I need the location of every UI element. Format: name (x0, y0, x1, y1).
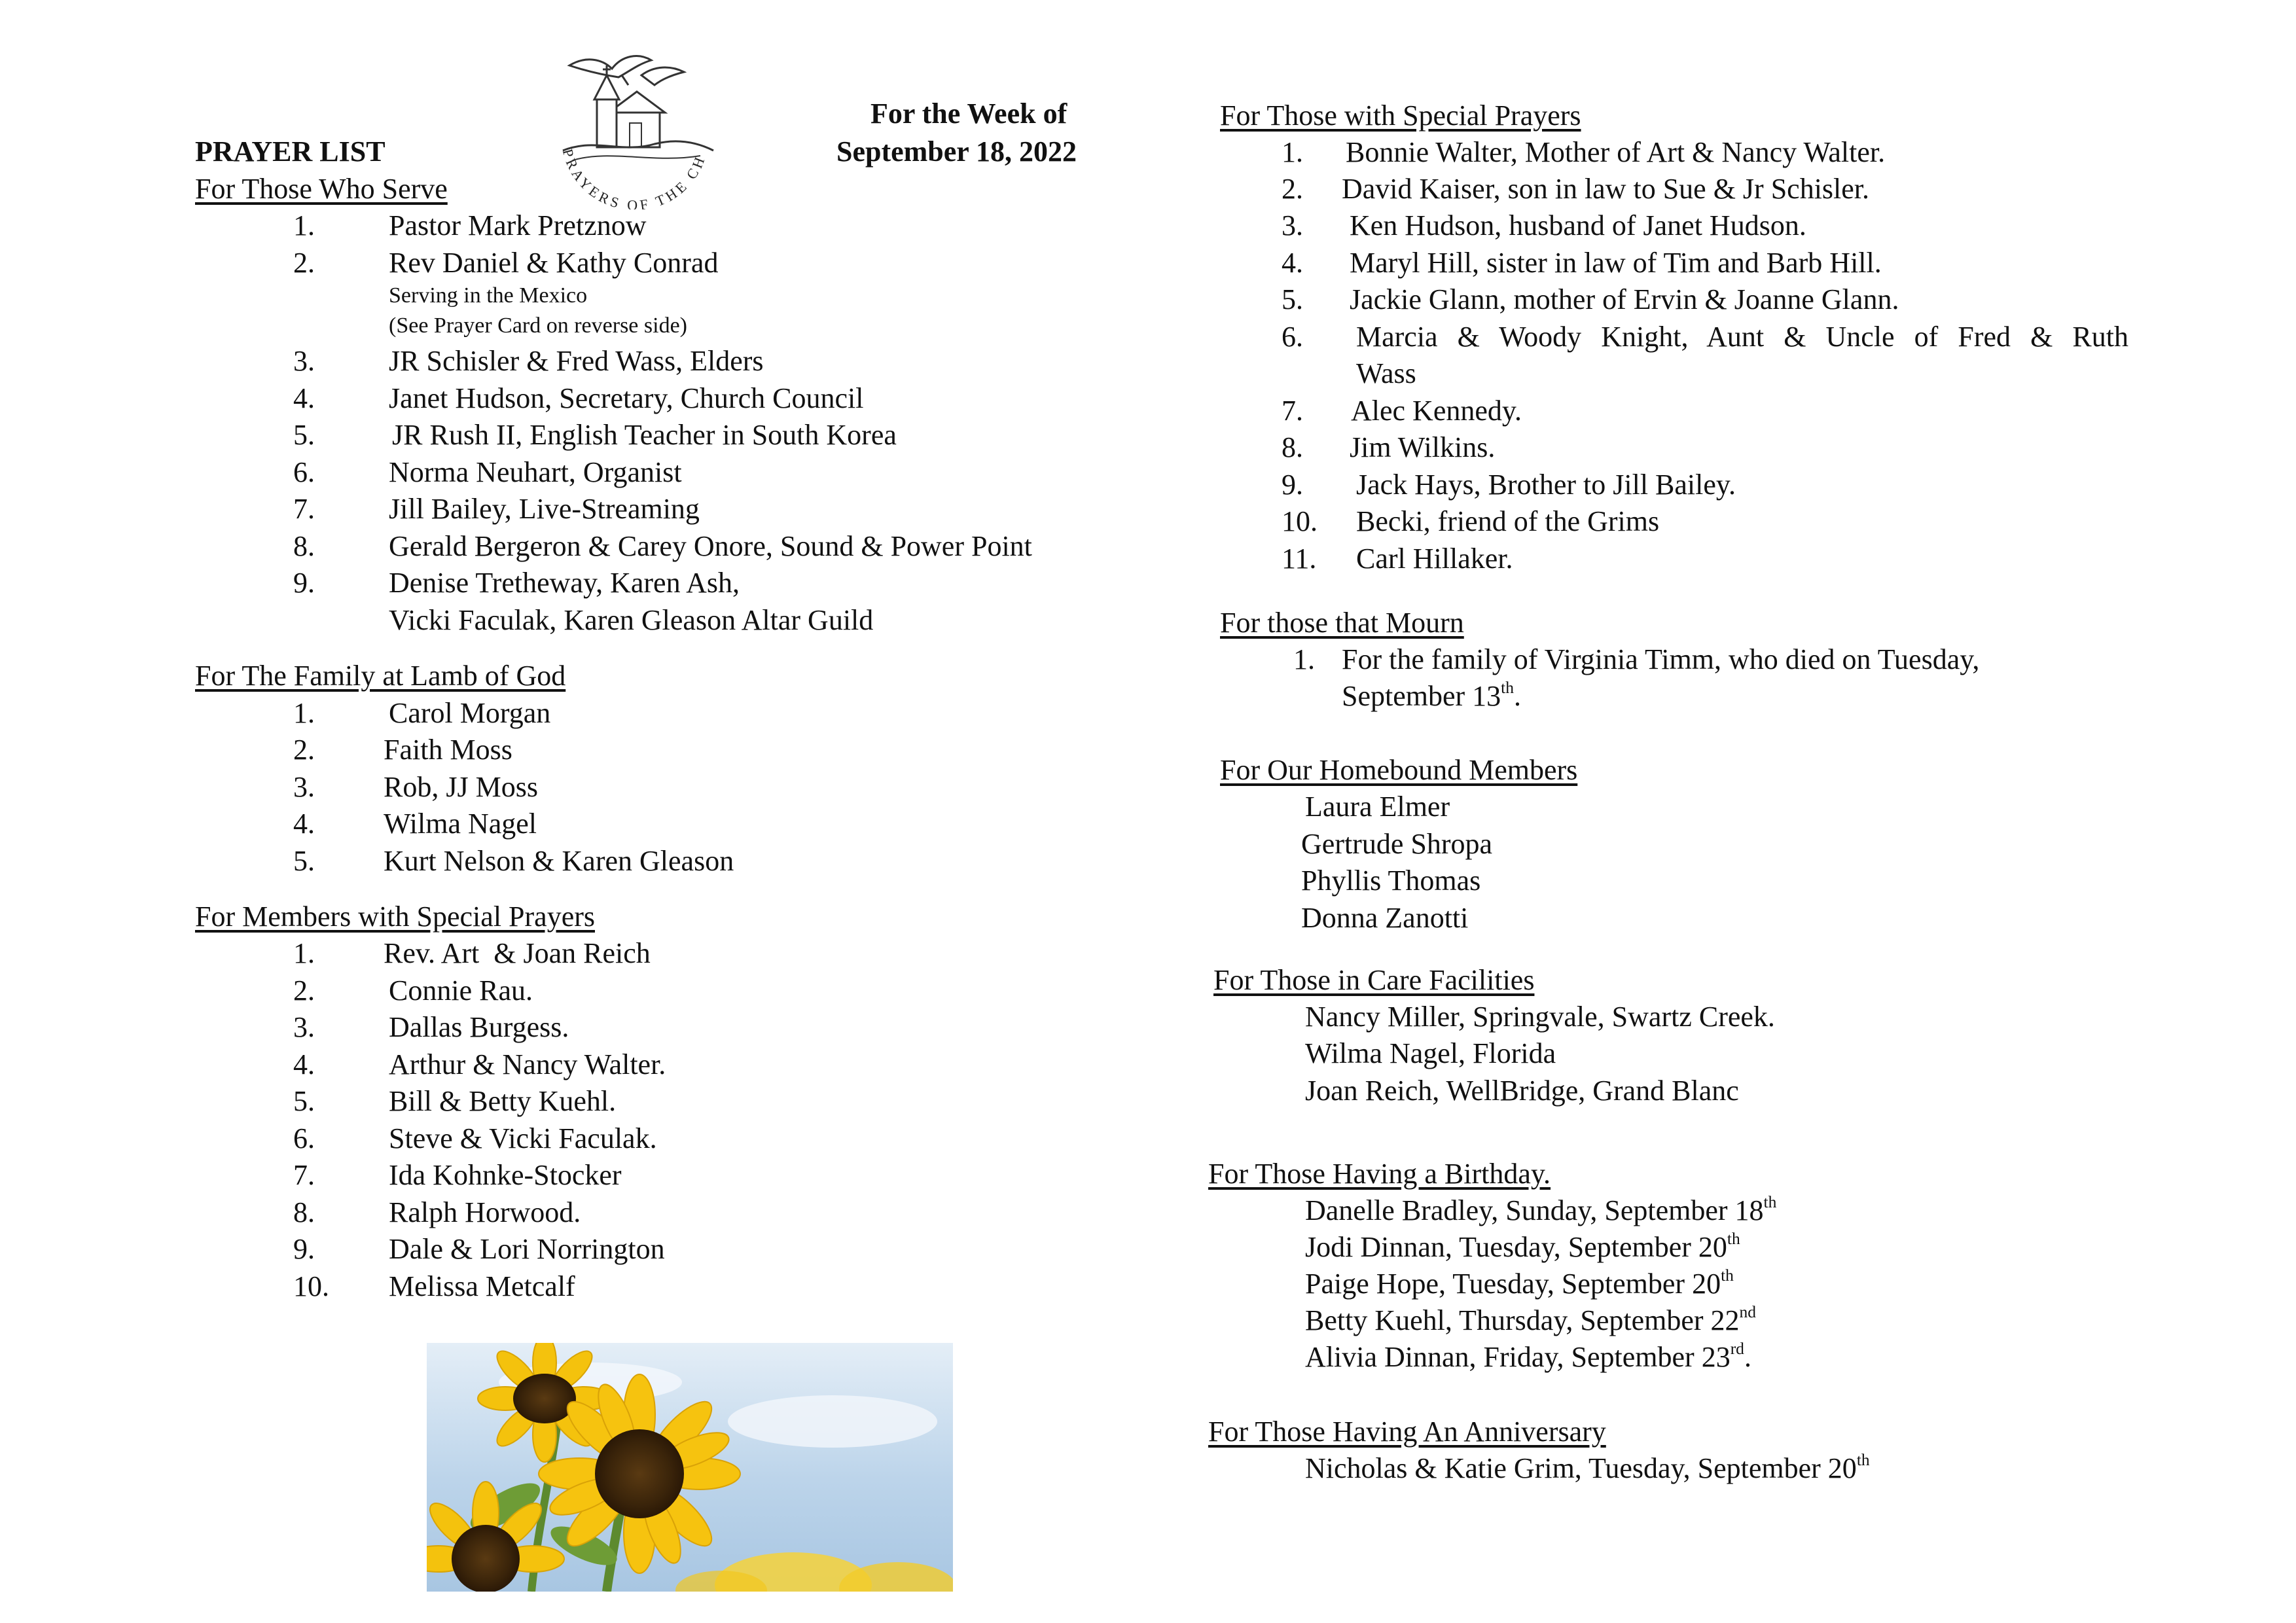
list-number: 7. (293, 1159, 315, 1191)
list-number: 10. (1282, 505, 1318, 537)
section-heading-care: For Those in Care Facilities (1213, 964, 1535, 996)
list-item: Jodi Dinnan, Tuesday, September 20th (1305, 1228, 1740, 1263)
list-number: 9. (1282, 469, 1303, 501)
list-number: 6. (293, 1122, 315, 1154)
list-number: 4. (293, 382, 315, 414)
list-item: Alec Kennedy. (1351, 395, 1522, 427)
list-number: 1. (293, 937, 315, 969)
list-item: Marcia & Woody Knight, Aunt & Uncle of Fred & Ruth (1356, 321, 2128, 353)
list-item: Norma Neuhart, Organist (389, 456, 682, 488)
list-item: Ralph Horwood. (389, 1196, 581, 1228)
list-number: 3. (1282, 209, 1303, 241)
section-heading-serve: For Those Who Serve (195, 173, 448, 205)
list-item-continuation: September 13th. (1342, 677, 1522, 712)
list-item-note: (See Prayer Card on reverse side) (389, 313, 687, 338)
list-item: Maryl Hill, sister in law of Tim and Barb Hill. (1350, 247, 1882, 279)
list-item: Wilma Nagel, Florida (1305, 1037, 1556, 1069)
list-number: 6. (1282, 321, 1303, 353)
list-number: 5. (293, 1085, 315, 1117)
list-number: 3. (293, 345, 315, 377)
section-heading-anniversary: For Those Having An Anniversary (1208, 1416, 1606, 1448)
list-number: 5. (293, 845, 315, 877)
list-number: 6. (293, 456, 315, 488)
week-label: For the Week of (870, 98, 1067, 130)
list-number: 4. (293, 808, 315, 840)
list-item: Rev. Art & Joan Reich (384, 937, 651, 969)
list-item: Bonnie Walter, Mother of Art & Nancy Walter. (1346, 136, 1886, 168)
list-number: 5. (293, 419, 315, 451)
section-heading-special: For Those with Special Prayers (1220, 99, 1581, 132)
list-item: Wilma Nagel (384, 808, 537, 840)
list-number: 11. (1282, 543, 1317, 575)
list-item: Alivia Dinnan, Friday, September 23rd. (1305, 1338, 1751, 1373)
list-item-continuation: Vicki Faculak, Karen Gleason Altar Guild (389, 604, 874, 636)
list-item: Ken Hudson, husband of Janet Hudson. (1350, 209, 1806, 241)
section-heading-members: For Members with Special Prayers (195, 901, 595, 933)
sunflower-image (427, 1343, 953, 1592)
logo-text: PRAYERS OF THE CH (559, 147, 709, 209)
list-item: Kurt Nelson & Karen Gleason (384, 845, 734, 877)
list-item: Nancy Miller, Springvale, Swartz Creek. (1305, 1001, 1775, 1033)
list-item: Connie Rau. (389, 974, 533, 1007)
list-item: Arthur & Nancy Walter. (389, 1048, 666, 1080)
list-item: Joan Reich, WellBridge, Grand Blanc (1305, 1075, 1739, 1107)
list-item: Donna Zanotti (1301, 902, 1469, 934)
section-heading-mourn: For those that Mourn (1220, 607, 1464, 639)
prayers-of-the-church-logo (524, 39, 746, 209)
list-number: 2. (1282, 173, 1303, 205)
list-item: Faith Moss (384, 734, 512, 766)
list-item: Danelle Bradley, Sunday, September 18th (1305, 1192, 1777, 1226)
list-number: 7. (293, 493, 315, 525)
list-item: Steve & Vicki Faculak. (389, 1122, 657, 1154)
list-item: JR Schisler & Fred Wass, Elders (389, 345, 764, 377)
list-item: David Kaiser, son in law to Sue & Jr Schisler. (1342, 173, 1870, 205)
list-item: Becki, friend of the Grims (1356, 505, 1660, 537)
list-item: Ida Kohnke-Stocker (389, 1159, 622, 1191)
list-item: Pastor Mark Pretznow (389, 209, 647, 241)
list-number: 3. (293, 771, 315, 803)
list-item: Denise Tretheway, Karen Ash, (389, 567, 740, 599)
list-number: 8. (293, 1196, 315, 1228)
list-item: Paige Hope, Tuesday, September 20th (1305, 1265, 1734, 1300)
list-number: 9. (293, 1233, 315, 1265)
section-heading-homebound: For Our Homebound Members (1220, 754, 1578, 786)
list-number: 4. (1282, 247, 1303, 279)
list-item: Phyllis Thomas (1301, 865, 1481, 897)
list-item-note: Serving in the Mexico (389, 283, 588, 308)
list-number: 8. (293, 530, 315, 562)
list-item: JR Rush II, English Teacher in South Korea (392, 419, 897, 451)
list-item: Rev Daniel & Kathy Conrad (389, 247, 719, 279)
list-item: Jackie Glann, mother of Ervin & Joanne Glann. (1350, 283, 1899, 315)
list-item: Carol Morgan (389, 697, 551, 729)
list-number: 10. (293, 1270, 329, 1302)
list-number: 9. (293, 567, 315, 599)
list-item: Dale & Lori Norrington (389, 1233, 665, 1265)
page-title: PRAYER LIST (195, 135, 386, 168)
list-item: Nicholas & Katie Grim, Tuesday, September 20th (1305, 1450, 1870, 1484)
list-number: 2. (293, 247, 315, 279)
list-item: Gerald Bergeron & Carey Onore, Sound & Power Point (389, 530, 1032, 562)
section-heading-birthday: For Those Having a Birthday. (1208, 1158, 1551, 1190)
list-item: Dallas Burgess. (389, 1011, 569, 1043)
list-item: Betty Kuehl, Thursday, September 22nd (1305, 1302, 1757, 1336)
list-number: 7. (1282, 395, 1303, 427)
list-number: 8. (1282, 431, 1303, 463)
list-number: 1. (293, 697, 315, 729)
list-item: Jack Hays, Brother to Jill Bailey. (1356, 469, 1736, 501)
section-heading-family: For The Family at Lamb of God (195, 660, 566, 692)
list-item: Gertrude Shropa (1301, 828, 1493, 860)
list-item: Laura Elmer (1305, 791, 1450, 823)
list-item: Jill Bailey, Live-Streaming (389, 493, 700, 525)
list-number: 2. (293, 734, 315, 766)
list-item: Rob, JJ Moss (384, 771, 538, 803)
list-item: Jim Wilkins. (1350, 431, 1496, 463)
list-number: 1. (293, 209, 315, 241)
list-item: Melissa Metcalf (389, 1270, 575, 1302)
week-date: September 18, 2022 (836, 135, 1077, 168)
list-item: Bill & Betty Kuehl. (389, 1085, 617, 1117)
list-number: 5. (1282, 283, 1303, 315)
list-number: 3. (293, 1011, 315, 1043)
list-number: 1. (1282, 136, 1303, 168)
list-item-continuation: Wass (1356, 357, 1416, 389)
list-item: For the family of Virginia Timm, who died on Tuesday, (1342, 643, 1980, 675)
list-number: 4. (293, 1048, 315, 1080)
list-item: Janet Hudson, Secretary, Church Council (389, 382, 864, 414)
list-number: 1. (1293, 643, 1315, 675)
list-item: Carl Hillaker. (1356, 543, 1513, 575)
list-number: 2. (293, 974, 315, 1007)
